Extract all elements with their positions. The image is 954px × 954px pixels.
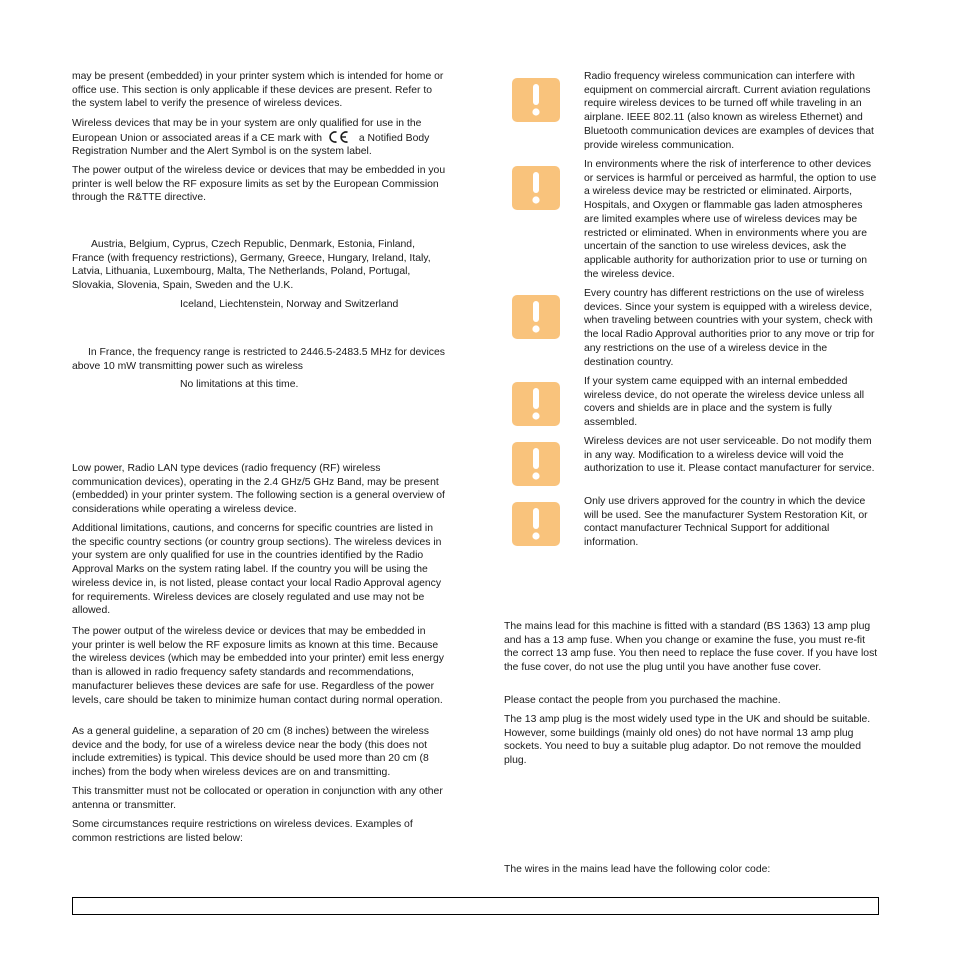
caution-icon bbox=[512, 166, 560, 210]
no-limitations-paragraph: No limitations at this time. bbox=[180, 379, 299, 390]
eu-countries-paragraph: Austria, Belgium, Cyprus, Czech Republic, Denmark, Estonia, Finland, France (with frequency restrictions), Germany, Greece, Hungary, Ireland, Italy, Latvia, Lithuania, Luxembourg, Malta, The Netherlands, Poland, Portugal, Slovakia, Slovenia, Spain, Sweden and the U.K. bbox=[72, 239, 431, 292]
mains-lead-paragraph: The mains lead for this machine is fitted with a standard (BS 1363) 13 amp plug and has a 13 amp fuse. When you change or examine the fuse, you must re-fit the correct 13 amp fuse. You then need to replace the fuse cover. If you have lost the fuse cover, do not use the plug until you have another fuse cover. bbox=[504, 621, 878, 674]
wire-color-code-paragraph: The wires in the mains lead have the following color code: bbox=[504, 864, 771, 875]
interference-warning-text: In environments where the risk of interference to other devices or services is harmful or perceived as harmful, the option to use a wireless device may be restricted or eliminated. Airports, Hospitals, and Oxygen or flammable gas laden atmospheres are limited examples where use of wireless devices may be restricted or eliminated. When in environments where you are uncertain of the sanction to use wireless devices, ask the applicable authority for authorization prior to use or turning on the wireless device. bbox=[584, 159, 877, 280]
contact-people-paragraph: Please contact the people from you purchased the machine. bbox=[504, 695, 781, 706]
caution-icon bbox=[512, 502, 560, 546]
aircraft-warning-text: Radio frequency wireless communication can interfere with equipment on commercial aircraft. Current aviation regulations require wireless devices to be turned off while traveling in an airplane. IEEE 802.11 (also known as wireless Ethernet) and Bluetooth communication devices are examples of devices that provide wireless communication. bbox=[584, 71, 874, 151]
footer-box bbox=[72, 897, 879, 915]
caution-icon bbox=[512, 78, 560, 122]
caution-icon bbox=[512, 442, 560, 486]
radio-lan-paragraph: Low power, Radio LAN type devices (radio frequency (RF) wireless communication devices), operating in the 2.4 GHz/5 GHz Band, may be present (embedded) in your printer system. The following section is a general overview of considerations while operating a wireless device. bbox=[72, 463, 445, 516]
ce-mark-paragraph bbox=[72, 117, 448, 159]
approved-drivers-warning-text: Only use drivers approved for the country in which the device will be used. See the manufacturer System Restoration Kit, or contact manufacturer Technical Support for additional information. bbox=[584, 496, 868, 549]
covers-shields-warning-text: If your system came equipped with an internal embedded wireless device, do not operate the wireless device unless all covers and shields are in place and the system is fully assembled. bbox=[584, 376, 865, 429]
efta-countries-paragraph: Iceland, Liechtenstein, Norway and Switzerland bbox=[180, 299, 399, 310]
france-restriction-paragraph: In France, the frequency range is restricted to 2446.5-2483.5 MHz for devices above 10 mW transmitting power such as wireless bbox=[72, 347, 445, 372]
wireless-intro-paragraph: may be present (embedded) in your printer system which is intended for home or office use. This section is only applicable if these devices are present. Refer to the system label to verify the presence of wireless devices. bbox=[72, 71, 444, 110]
ce-paragraph-text-after: a Notified Body Registration Number and the Alert Symbol is on the system label. bbox=[72, 132, 430, 158]
collocation-paragraph: This transmitter must not be collocated or operation in conjunction with any other antenna or transmitter. bbox=[72, 786, 443, 811]
caution-icon bbox=[512, 382, 560, 426]
plug-type-paragraph: The 13 amp plug is the most widely used type in the UK and should be suitable. However, some buildings (mainly old ones) do not have normal 13 amp plug sockets. You need to buy a suitable plug adaptor. Do not remove the moulded plug. bbox=[504, 714, 871, 767]
restrictions-intro-paragraph: Some circumstances require restrictions on wireless devices. Examples of common restrictions are listed below: bbox=[72, 819, 413, 844]
ce-mark-icon bbox=[328, 131, 350, 143]
additional-limitations-paragraph: Additional limitations, cautions, and concerns for specific countries are listed in the specific country sections (or country group sections). The wireless devices in your system are only qualified for use in the countries identified by the Radio Approval Marks on the system rating label. If the country you will be using the wireless device in, is not listed, please contact your local Radio Approval agency for requirements. Wireless devices are closely regulated and use may not be allowed. bbox=[72, 523, 442, 617]
not-serviceable-warning-text: Wireless devices are not user serviceable. Do not modify them in any way. Modification to a wireless device will void the authorization to use it. Please contact manufacturer for service. bbox=[584, 436, 875, 475]
power-output-paragraph: The power output of the wireless device or devices that may be embedded in your printer is well below the RF exposure limits as known at this time. Because the wireless devices (which may be embedded into your printer) emit less energy than is allowed in radio frequency safety standards and recommendations, manufacturer believes these devices are safe for use. Regardless of the power levels, care should be taken to minimize human contact during normal operation. bbox=[72, 626, 444, 706]
country-restrictions-warning-text: Every country has different restrictions on the use of wireless devices. Since your system is equipped with a wireless device, when traveling between countries with your system, check with the local Radio Approval authorities prior to any move or trip for any restrictions on the use of a wireless device in the destination country. bbox=[584, 288, 875, 368]
caution-icon bbox=[512, 295, 560, 339]
ce-paragraph-text-before: Wireless devices that may be in your system are only qualified for use in the European Union or associated areas if a CE mark with bbox=[72, 118, 422, 144]
rf-exposure-eu-paragraph: The power output of the wireless device or devices that may be embedded in you printer is well below the RF exposure limits as set by the European Commission through the R&TTE directive. bbox=[72, 165, 446, 204]
separation-guideline-paragraph: As a general guideline, a separation of 20 cm (8 inches) between the wireless device and the body, for use of a wireless device near the body (this does not include extremities) is typical. This device should be used more than 20 cm (8 inches) from the body when wireless devices are on and transmitting. bbox=[72, 726, 429, 779]
